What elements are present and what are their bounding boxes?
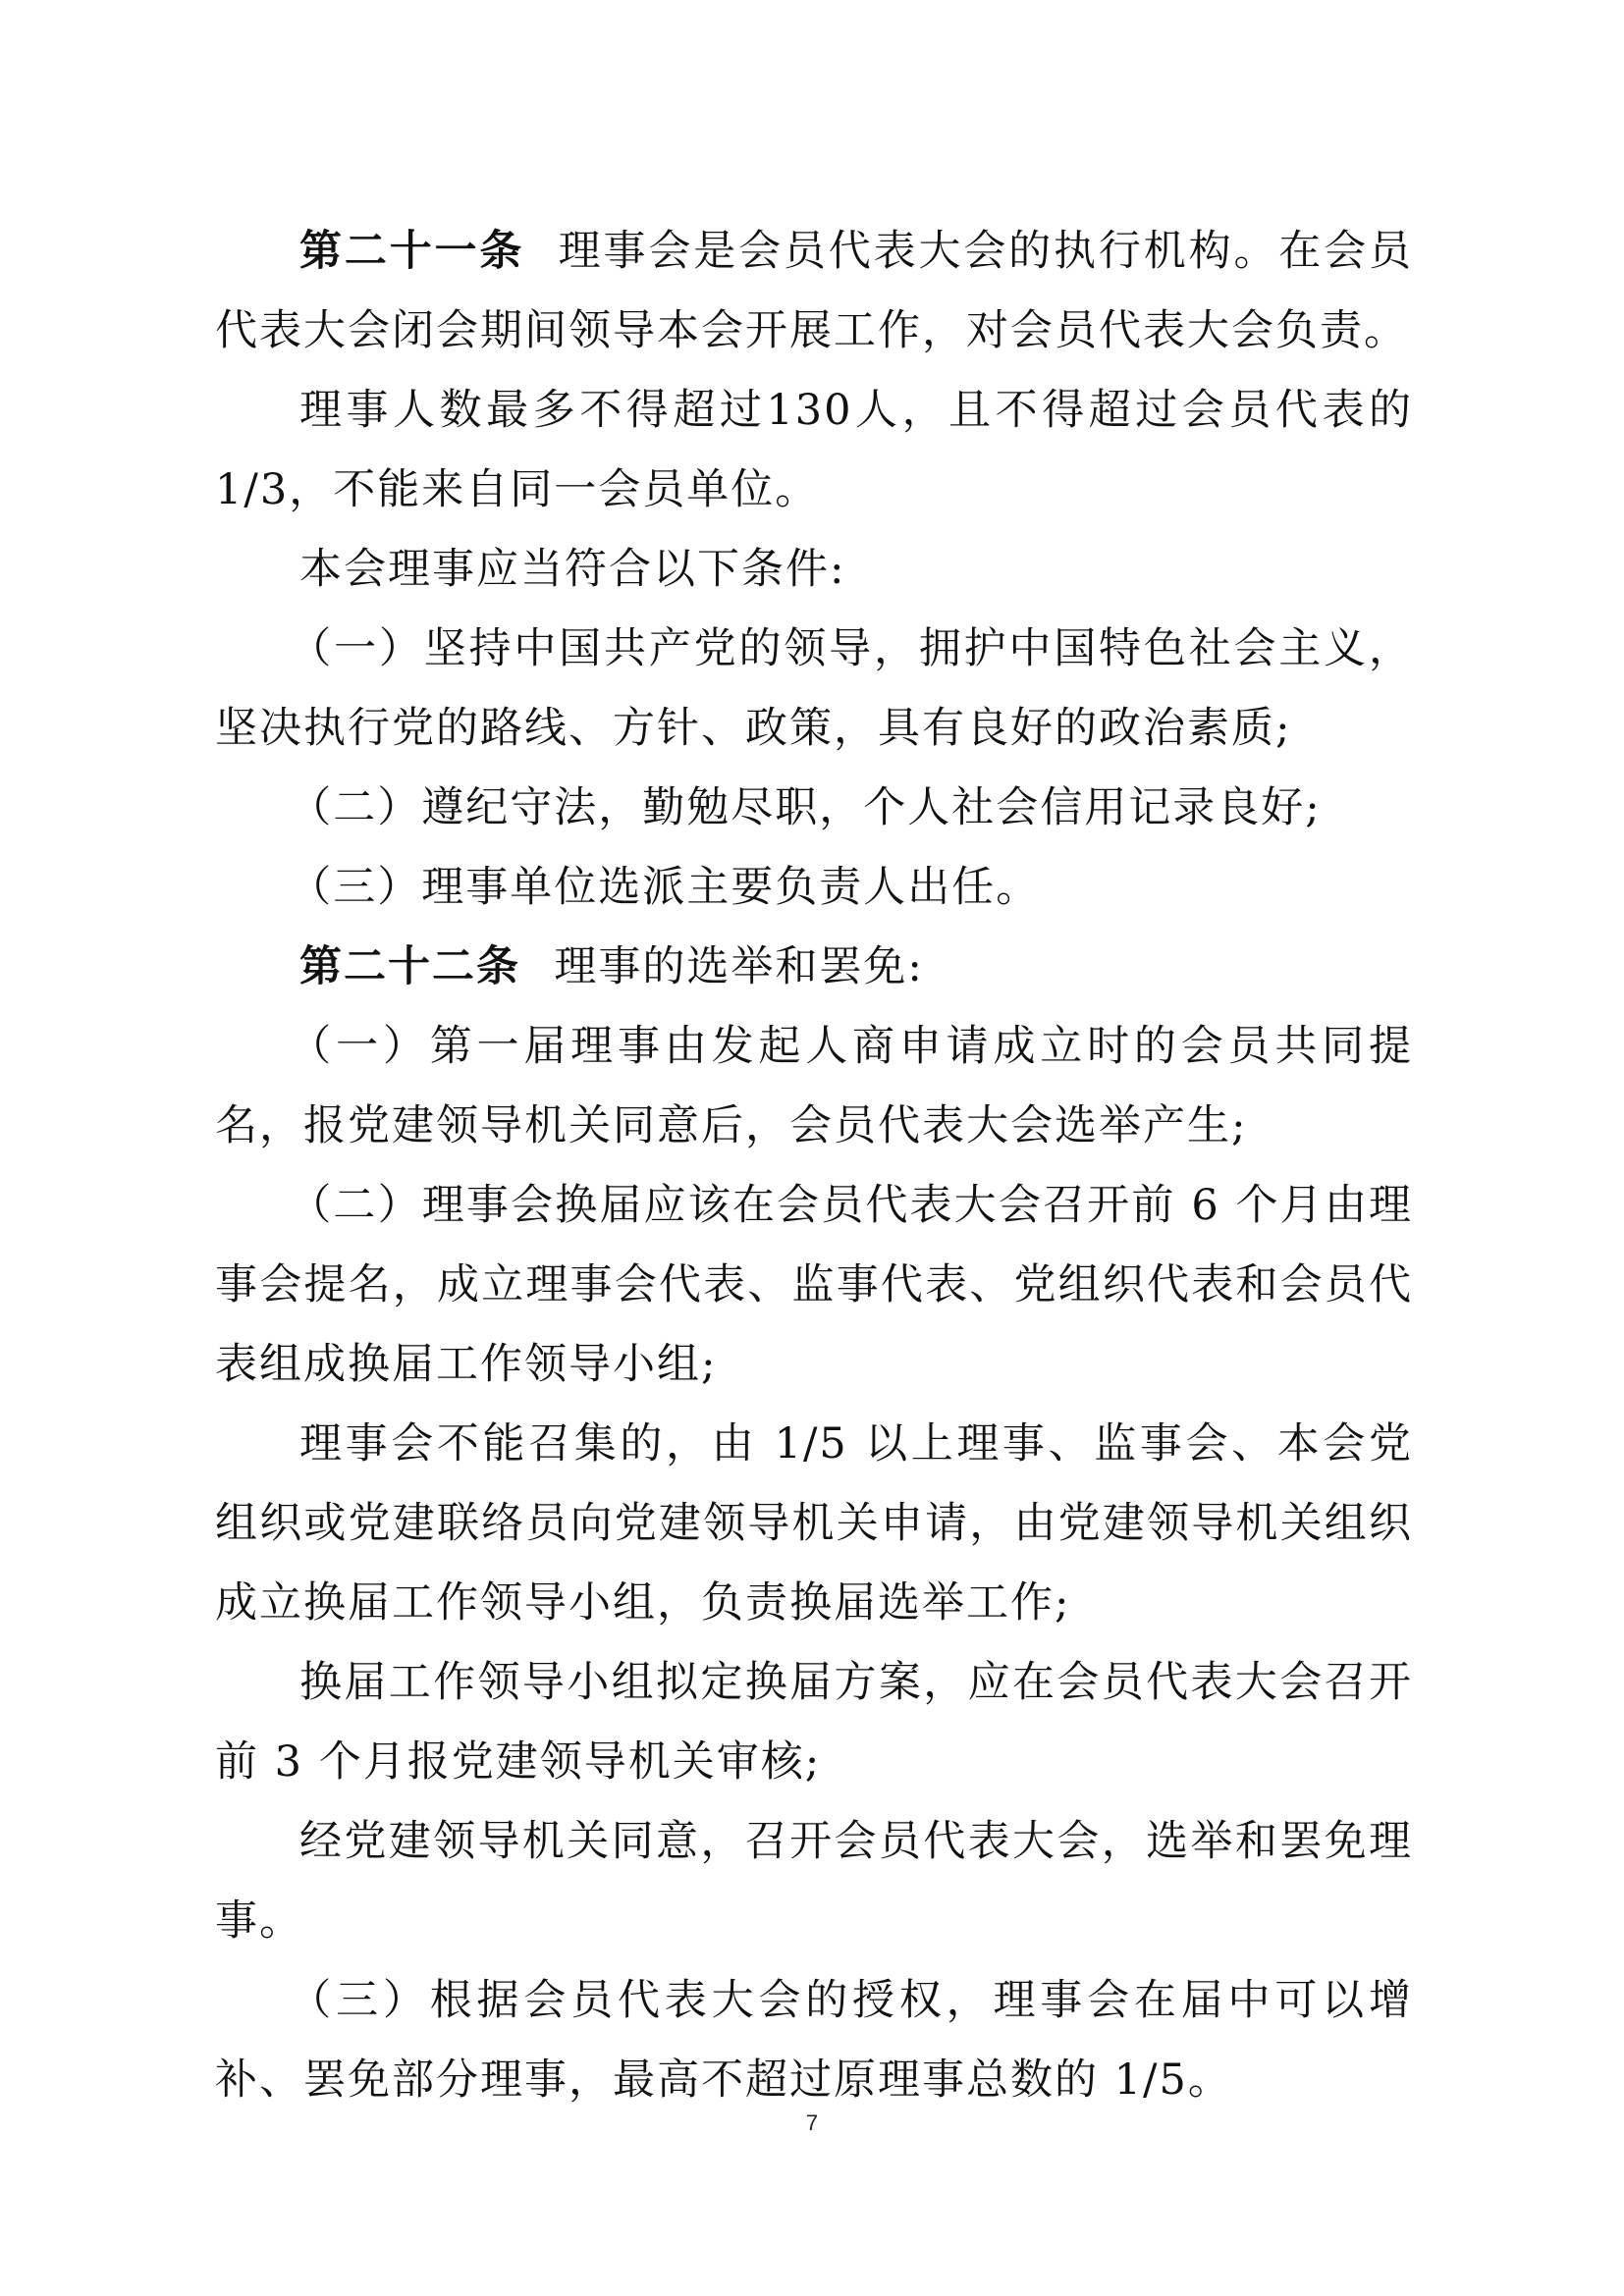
paragraph-text: 本会理事应当符合以下条件: [299, 545, 846, 594]
paragraph [215, 1405, 1413, 1643]
paragraph-text: （一）第一届理事由发起人商申请成立时的会员共同提名，报党建领导机关同意后，会员代表大会选举产生; [215, 1022, 1413, 1150]
list-item [215, 610, 1413, 769]
paragraph-text: 经党建领导机关同意，召开会员代表大会，选举和罢免理事。 [215, 1817, 1413, 1946]
article-heading: 第二十二条 [299, 942, 520, 991]
paragraph [215, 1643, 1413, 1802]
list-item [215, 1166, 1413, 1405]
paragraph-text: 理事的选举和罢免: [554, 942, 924, 991]
paragraph-text: （一）坚持中国共产党的领导，拥护中国特色社会主义，坚决执行党的路线、方针、政策，具有良好的政治素质; [215, 624, 1413, 753]
list-item [215, 848, 1413, 928]
list-item [215, 769, 1413, 848]
article-22-paragraph [215, 928, 1413, 1007]
article-heading: 第二十一条 [299, 227, 525, 276]
paragraph [215, 1802, 1413, 1961]
paragraph-text: （三）理事单位选派主要负责人出任。 [289, 863, 1041, 912]
list-item [215, 1961, 1413, 2120]
paragraph [215, 530, 1413, 610]
paragraph-text: （三）根据会员代表大会的授权，理事会在届中可以增补、罢免部分理事，最高不超过原理事总数的 1/5。 [215, 1976, 1413, 2105]
document-body [215, 212, 1413, 2120]
paragraph-text: 理事会是会员代表大会的执行机构。在会员代表大会闭会期间领导本会开展工作，对会员代表大会负责。 [215, 227, 1414, 355]
page-number: 7 [805, 2110, 819, 2135]
paragraph-text: （二）理事会换届应该在会员代表大会召开前 6 个月由理事会提名，成立理事会代表、监事代表、党组织代表和会员代表组成换届工作领导小组; [215, 1181, 1413, 1389]
paragraph-text: （二）遵纪守法，勤勉尽职，个人社会信用记录良好; [289, 783, 1322, 832]
paragraph-text: 理事会不能召集的，由 1/5 以上理事、监事会、本会党组织或党建联络员向党建领导机关申请，由党建领导机关组织成立换届工作领导小组，负责换届选举工作; [215, 1419, 1413, 1628]
paragraph-text: 理事人数最多不得超过130人，且不得超过会员代表的1/3，不能来自同一会员单位。 [215, 386, 1413, 514]
paragraph-text: 换届工作领导小组拟定换届方案，应在会员代表大会召开前 3 个月报党建领导机关审核; [215, 1658, 1413, 1787]
article-21-paragraph [215, 212, 1413, 371]
list-item [215, 1007, 1413, 1166]
paragraph [215, 371, 1413, 530]
